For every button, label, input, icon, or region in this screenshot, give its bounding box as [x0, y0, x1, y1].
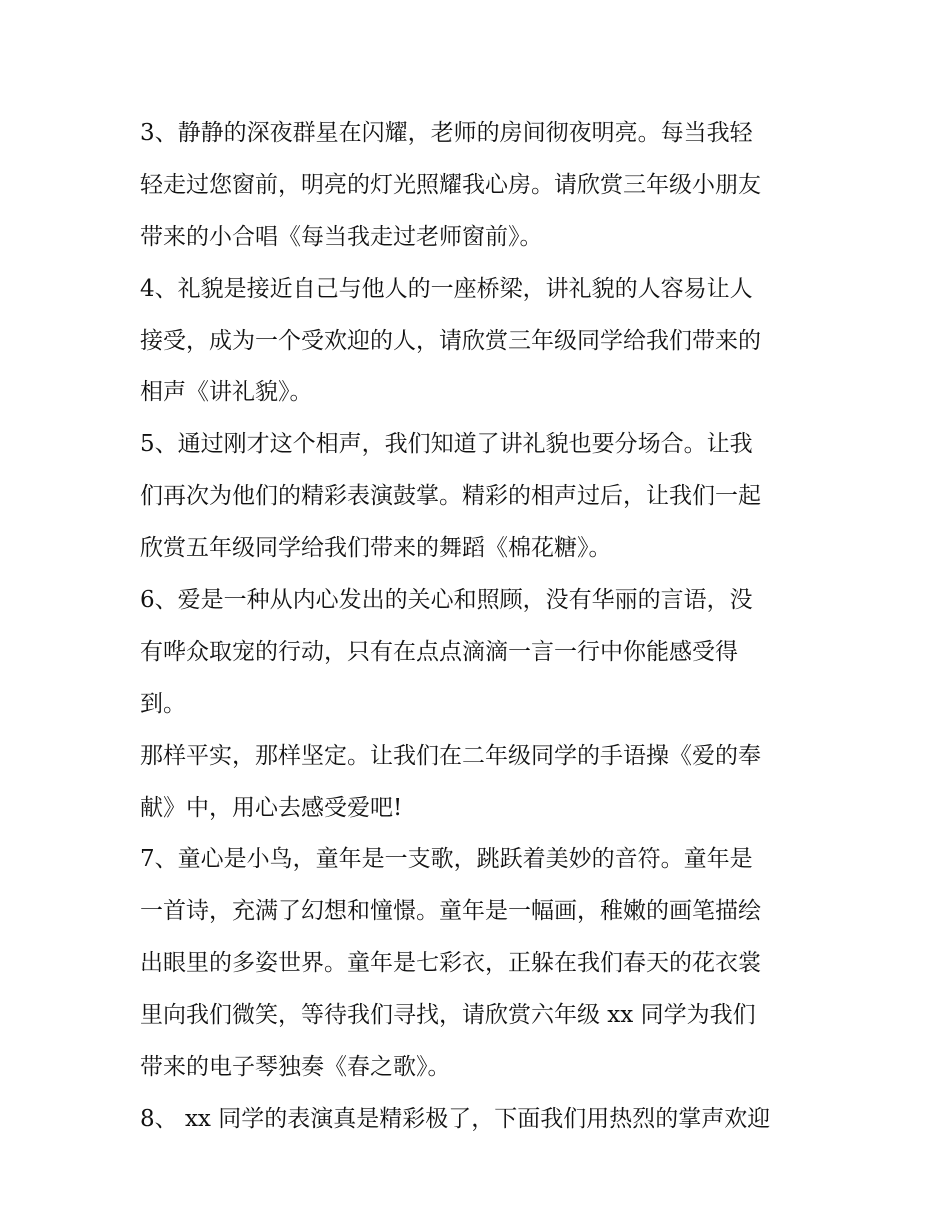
- text-line: 出眼里的多姿世界。童年是七彩衣，正躲在我们春天的花衣裳: [140, 950, 761, 977]
- text-line: 里向我们微笑，等待我们寻找，请欣赏六年级 xx 同学为我们: [140, 1002, 756, 1029]
- text-line: 7、童心是小鸟，童年是一支歌，跳跃着美妙的音符。童年是: [140, 846, 753, 873]
- text-line: 欣赏五年级同学给我们带来的舞蹈《棉花糖》。: [140, 535, 612, 562]
- text-line: 5、通过刚才这个相声，我们知道了讲礼貌也要分场合。让我: [140, 431, 753, 458]
- text-line: 3、静静的深夜群星在闪耀，老师的房间彻夜明亮。每当我轻: [140, 120, 753, 146]
- text-line: 到。: [140, 690, 186, 717]
- text-line: 带来的小合唱《每当我走过老师窗前》。: [140, 223, 543, 250]
- text-line: 4、礼貌是接近自己与他人的一座桥梁，讲礼貌的人容易让人: [140, 275, 753, 302]
- document-body: [140, 108, 815, 1146]
- text-line: 8、 xx 同学的表演真是精彩极了，下面我们用热烈的掌声欢迎: [140, 1105, 771, 1132]
- text-line: 6、爱是一种从内心发出的关心和照顾，没有华丽的言语，没: [140, 587, 753, 614]
- text-line: 献》中，用心去感受爱吧!: [140, 794, 403, 821]
- text-line: 轻走过您窗前，明亮的灯光照耀我心房。请欣赏三年级小朋友: [140, 171, 761, 198]
- text-line: 有哗众取宠的行动，只有在点点滴滴一言一行中你能感受得: [140, 638, 738, 665]
- text-line: 接受，成为一个受欢迎的人，请欣赏三年级同学给我们带来的: [140, 327, 761, 354]
- text-line: 们再次为他们的精彩表演鼓掌。精彩的相声过后，让我们一起: [140, 483, 761, 510]
- text-line: 相声《讲礼貌》。: [140, 379, 313, 406]
- text-line: 一首诗，充满了幻想和憧憬。童年是一幅画，稚嫩的画笔描绘: [140, 898, 761, 925]
- text-line: 那样平实，那样坚定。让我们在二年级同学的手语操《爱的奉: [140, 742, 761, 769]
- text-line: 带来的电子琴独奏《春之歌》。: [140, 1054, 451, 1081]
